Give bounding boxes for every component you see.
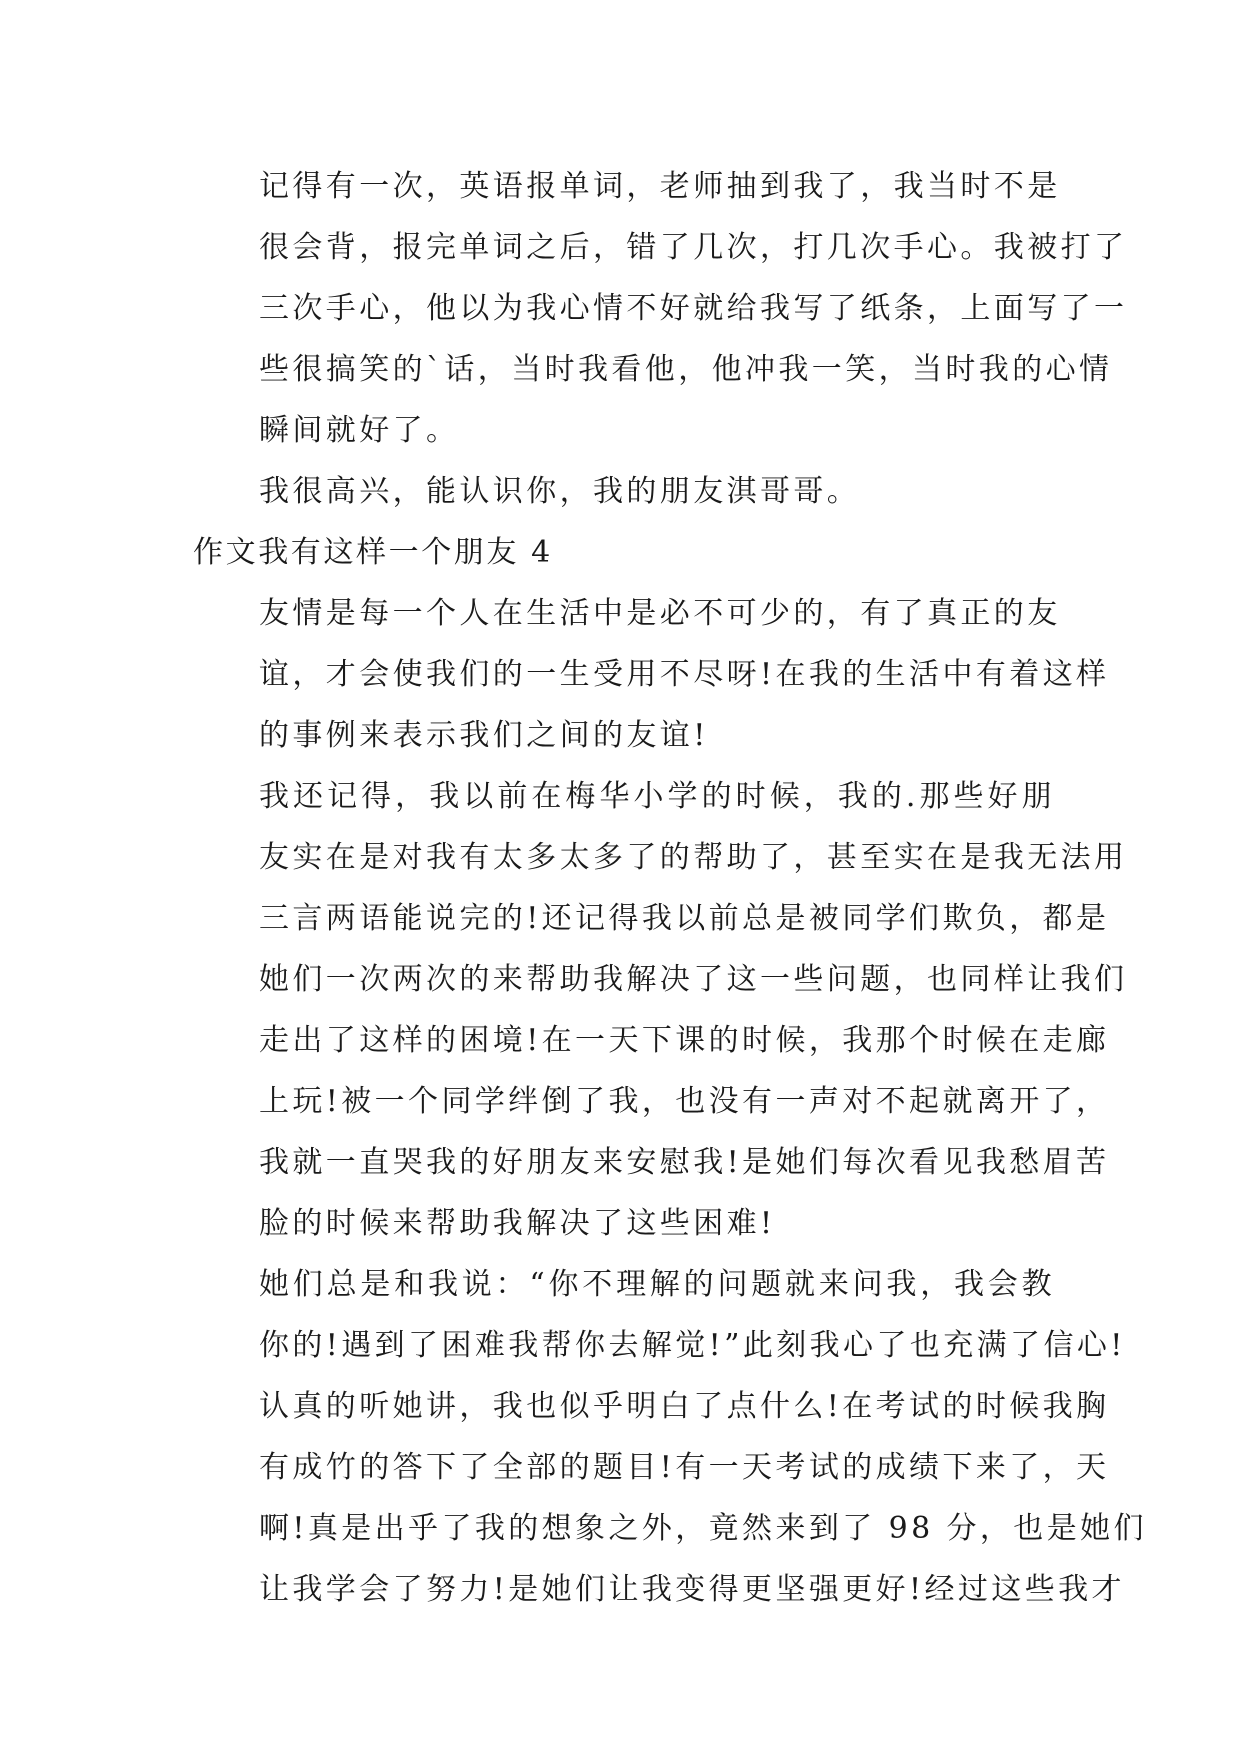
document-body xyxy=(193,156,1147,1620)
text-line: 记得有一次，英语报单词，老师抽到我了，我当时不是 xyxy=(259,169,1061,204)
text-line: 我很高兴，能认识你，我的朋友淇哥哥。 xyxy=(259,474,861,509)
text-line: 三言两语能说完的!还记得我以前总是被同学们欺负，都是 xyxy=(259,901,1110,936)
heading-text: 作文我有这样一个朋友 4 xyxy=(193,535,553,570)
text-line: 友实在是对我有太多太多了的帮助了，甚至实在是我无法用 xyxy=(259,840,1128,875)
text-line: 你的!遇到了困难我帮你去解觉!”此刻我心了也充满了信心! xyxy=(259,1328,1126,1363)
text-line: 些很搞笑的`话，当时我看他，他冲我一笑，当时我的心情 xyxy=(259,352,1113,387)
paragraph-5 xyxy=(193,1254,1147,1620)
text-line: 上玩!被一个同学绊倒了我，也没有一声对不起就离开了， xyxy=(259,1084,1110,1119)
text-line: 她们总是和我说：“你不理解的问题就来问我，我会教 xyxy=(259,1267,1055,1302)
text-line: 有成竹的答下了全部的题目!有一天考试的成绩下来了，天 xyxy=(259,1450,1110,1485)
text-line: 认真的听她讲，我也似乎明白了点什么!在考试的时候我胸 xyxy=(259,1389,1110,1424)
text-line: 的事例来表示我们之间的友谊! xyxy=(259,718,709,753)
text-line: 我就一直哭我的好朋友来安慰我!是她们每次看见我愁眉苦 xyxy=(259,1145,1110,1180)
text-line: 啊!真是出乎了我的想象之外，竟然来到了 98 分，也是她们 xyxy=(259,1511,1147,1546)
text-line: 很会背，报完单词之后，错了几次，打几次手心。我被打了 xyxy=(259,230,1128,265)
text-line: 她们一次两次的来帮助我解决了这一些问题，也同样让我们 xyxy=(259,962,1128,997)
text-line: 脸的时候来帮助我解决了这些困难! xyxy=(259,1206,776,1241)
paragraph-1 xyxy=(193,156,1128,461)
section-heading xyxy=(193,522,1055,583)
text-line: 瞬间就好了。 xyxy=(259,413,460,448)
paragraph-2 xyxy=(193,461,1055,522)
text-line: 走出了这样的困境!在一天下课的时候，我那个时候在走廊 xyxy=(259,1023,1110,1058)
text-line: 三次手心，他以为我心情不好就给我写了纸条，上面写了一 xyxy=(259,291,1128,326)
text-line: 友情是每一个人在生活中是必不可少的，有了真正的友 xyxy=(259,596,1061,631)
paragraph-3 xyxy=(193,583,1110,766)
paragraph-4 xyxy=(193,766,1128,1254)
text-line: 让我学会了努力!是她们让我变得更坚强更好!经过这些我才 xyxy=(259,1572,1125,1607)
text-line: 谊，才会使我们的一生受用不尽呀!在我的生活中有着这样 xyxy=(259,657,1110,692)
text-line: 我还记得，我以前在梅华小学的时候，我的.那些好朋 xyxy=(259,779,1055,814)
